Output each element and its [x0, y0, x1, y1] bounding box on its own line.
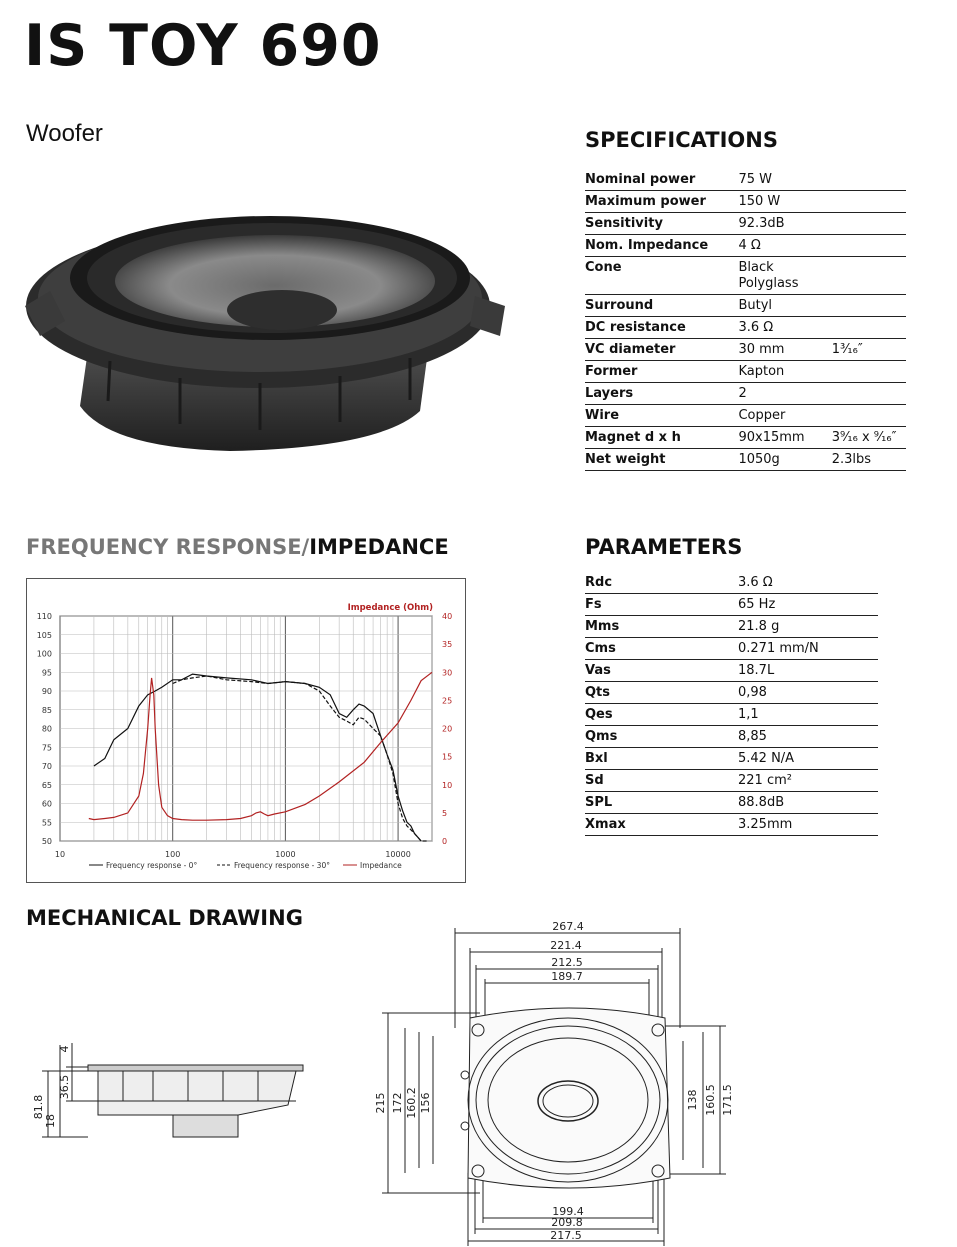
specifications-label: Surround [585, 298, 654, 313]
mechanical-drawing-heading: MECHANICAL DRAWING [26, 906, 303, 930]
parameters-value: 21.8 g [738, 619, 780, 634]
bottom-dim-217-5: 217.5 [550, 1229, 582, 1242]
y2-tick-label: 10 [442, 780, 453, 790]
top-dim-189-7: 189.7 [551, 970, 583, 983]
right-dim-171-5: 171.5 [721, 1084, 734, 1116]
parameters-label: Bxl [585, 751, 608, 766]
specifications-row [585, 191, 906, 213]
left-dim-215: 215 [374, 1092, 387, 1114]
specifications-imperial-value [832, 191, 906, 213]
series-line-0 [94, 674, 421, 841]
parameters-label: Vas [585, 663, 611, 678]
specifications-label: Layers [585, 386, 634, 401]
y2-tick-label: 35 [442, 640, 453, 650]
y-tick-label: 100 [36, 649, 52, 659]
specifications-row [585, 213, 906, 235]
specifications-row [585, 383, 906, 405]
specifications-row [585, 339, 906, 361]
right-dim-138: 138 [686, 1089, 699, 1111]
parameters-label: Fs [585, 597, 602, 612]
side-dim-18: 18 [44, 1114, 57, 1128]
y-tick-label: 65 [41, 780, 52, 790]
specifications-imperial-value [832, 361, 906, 383]
specifications-row [585, 427, 906, 449]
speaker-photo [20, 186, 510, 466]
specifications-value: Kapton [738, 364, 785, 379]
parameters-row [585, 726, 878, 748]
specifications-imperial-value: 3⁹⁄₁₆ x ⁹⁄₁₆″ [831, 430, 897, 445]
parameters-value: 0,98 [738, 685, 767, 700]
specifications-imperial-value: 1³⁄₁₆″ [831, 342, 863, 357]
specifications-imperial-value [832, 257, 906, 295]
y2-tick-label: 30 [442, 668, 453, 678]
specifications-value: 90x15mm [738, 430, 805, 445]
bottom-dim-199-4: 199.4 [552, 1205, 584, 1218]
y-tick-label: 50 [41, 837, 52, 846]
parameters-row [585, 814, 878, 836]
specifications-value: 30 mm [738, 342, 785, 357]
parameters-label: Qms [585, 729, 618, 744]
parameters-label: Qts [585, 685, 611, 700]
frequency-response-chart [26, 578, 466, 883]
specifications-label: Sensitivity [585, 216, 663, 231]
parameters-value: 1,1 [738, 707, 759, 722]
top-dim-212-5: 212.5 [551, 956, 583, 969]
parameters-value: 3.25mm [738, 817, 793, 832]
specifications-imperial-value: 2.3lbs [831, 452, 872, 467]
x-tick-label: 10000 [385, 850, 411, 859]
y2-tick-label: 20 [442, 724, 453, 734]
y2-tick-label: 25 [442, 696, 453, 706]
y-tick-label: 55 [41, 818, 52, 828]
left-dim-156: 156 [419, 1092, 432, 1114]
product-subtitle: Woofer [26, 120, 103, 147]
parameters-value: 0.271 mm/N [738, 641, 819, 656]
specifications-value: Black Polyglass [738, 260, 799, 291]
specifications-imperial-value [832, 383, 906, 405]
y-tick-label: 90 [41, 687, 52, 696]
specifications-value: 2 [738, 386, 747, 401]
parameters-value: 5.42 N/A [738, 751, 795, 766]
specifications-imperial-value [832, 169, 906, 191]
specifications-label: DC resistance [585, 320, 686, 335]
specifications-imperial-value [832, 317, 906, 339]
specifications-label: Magnet d x h [585, 430, 681, 445]
parameters-value: 65 Hz [738, 597, 776, 612]
parameters-value: 88.8dB [738, 795, 785, 810]
y-tick-label: 80 [41, 724, 52, 734]
y-tick-label: 70 [41, 762, 52, 771]
specifications-row [585, 449, 906, 471]
side-dim-36-5: 36.5 [58, 1074, 71, 1100]
specifications-value: Butyl [738, 298, 773, 313]
bottom-dim-209-8: 209.8 [551, 1216, 583, 1229]
parameters-heading: PARAMETERS [585, 535, 743, 559]
specifications-row [585, 361, 906, 383]
parameters-value: 8,85 [738, 729, 767, 744]
side-view-drawing [28, 1035, 318, 1145]
parameters-value: 221 cm² [738, 773, 792, 788]
specifications-value: Copper [738, 408, 786, 423]
specifications-label: Cone [585, 260, 622, 275]
specifications-heading: SPECIFICATIONS [585, 128, 778, 152]
x-tick-label: 1000 [275, 850, 296, 859]
x-tick-label: 100 [165, 850, 181, 859]
side-dim-81-8: 81.8 [32, 1094, 45, 1120]
parameters-value: 18.7L [738, 663, 775, 678]
parameters-row [585, 660, 878, 682]
parameters-label: Cms [585, 641, 616, 656]
specifications-value: 4 Ω [738, 238, 761, 253]
parameters-value: 3.6 Ω [738, 575, 773, 590]
parameters-row [585, 594, 878, 616]
parameters-row [585, 638, 878, 660]
top-view-drawing [370, 918, 750, 1247]
legend-label: Frequency response - 0° [106, 861, 198, 870]
specifications-value: 75 W [738, 172, 772, 187]
specifications-label: Net weight [585, 452, 666, 467]
top-dim-221-4: 221.4 [550, 939, 582, 952]
specifications-row [585, 317, 906, 339]
parameters-label: Xmax [585, 817, 626, 832]
parameters-table [585, 572, 878, 836]
specifications-label: Former [585, 364, 638, 379]
frequency-response-heading-part2: IMPEDANCE [309, 535, 449, 559]
y2-tick-label: 5 [442, 808, 448, 818]
left-dim-172: 172 [391, 1092, 404, 1114]
y2-tick-label: 15 [442, 752, 453, 762]
specifications-row [585, 405, 906, 427]
top-dim-267-4: 267.4 [552, 920, 584, 933]
y2-tick-label: 0 [442, 837, 448, 846]
y-tick-label: 110 [36, 612, 52, 621]
specifications-value: 150 W [738, 194, 781, 209]
y-tick-label: 95 [41, 668, 52, 678]
specifications-label: VC diameter [585, 342, 676, 357]
specifications-imperial-value [832, 213, 906, 235]
parameters-row [585, 682, 878, 704]
specifications-label: Nom. Impedance [585, 238, 709, 253]
specifications-table [585, 169, 906, 471]
parameters-row [585, 704, 878, 726]
parameters-label: Qes [585, 707, 613, 722]
right-dim-160-5: 160.5 [704, 1084, 717, 1116]
y2-axis-label: Impedance (Ohm) [347, 603, 433, 613]
specifications-value: 3.6 Ω [738, 320, 774, 335]
parameters-label: Rdc [585, 575, 613, 590]
y-tick-label: 60 [41, 799, 52, 809]
specifications-row [585, 169, 906, 191]
y2-tick-label: 40 [442, 612, 453, 621]
legend-label: Impedance [360, 861, 402, 870]
y-tick-label: 105 [36, 630, 52, 640]
parameters-label: SPL [585, 795, 613, 810]
specifications-label: Nominal power [585, 172, 696, 187]
parameters-row [585, 792, 878, 814]
product-title: IS TOY 690 [24, 13, 382, 79]
specifications-imperial-value [832, 405, 906, 427]
y-tick-label: 75 [41, 743, 52, 753]
specifications-row [585, 235, 906, 257]
specifications-row [585, 295, 906, 317]
series-line-1 [173, 676, 427, 841]
side-dim-4: 4 [58, 1045, 71, 1053]
parameters-row [585, 770, 878, 792]
parameters-label: Mms [585, 619, 620, 634]
chart-canvas [27, 579, 465, 882]
specifications-value: 92.3dB [738, 216, 785, 231]
specifications-label: Wire [585, 408, 620, 423]
parameters-row [585, 616, 878, 638]
legend-label: Frequency response - 30° [234, 861, 330, 870]
specifications-imperial-value [832, 235, 906, 257]
y-tick-label: 85 [41, 705, 52, 715]
specifications-imperial-value [832, 295, 906, 317]
left-dim-160-2: 160.2 [405, 1087, 418, 1119]
specifications-label: Maximum power [585, 194, 706, 209]
frequency-response-heading [26, 533, 449, 561]
frequency-response-heading-part1: FREQUENCY RESPONSE/ [26, 535, 310, 559]
specifications-value: 1050g [738, 452, 780, 467]
parameters-row [585, 748, 878, 770]
specifications-row [585, 257, 906, 295]
parameters-row [585, 572, 878, 594]
parameters-label: Sd [585, 773, 604, 788]
x-tick-label: 10 [54, 850, 66, 859]
